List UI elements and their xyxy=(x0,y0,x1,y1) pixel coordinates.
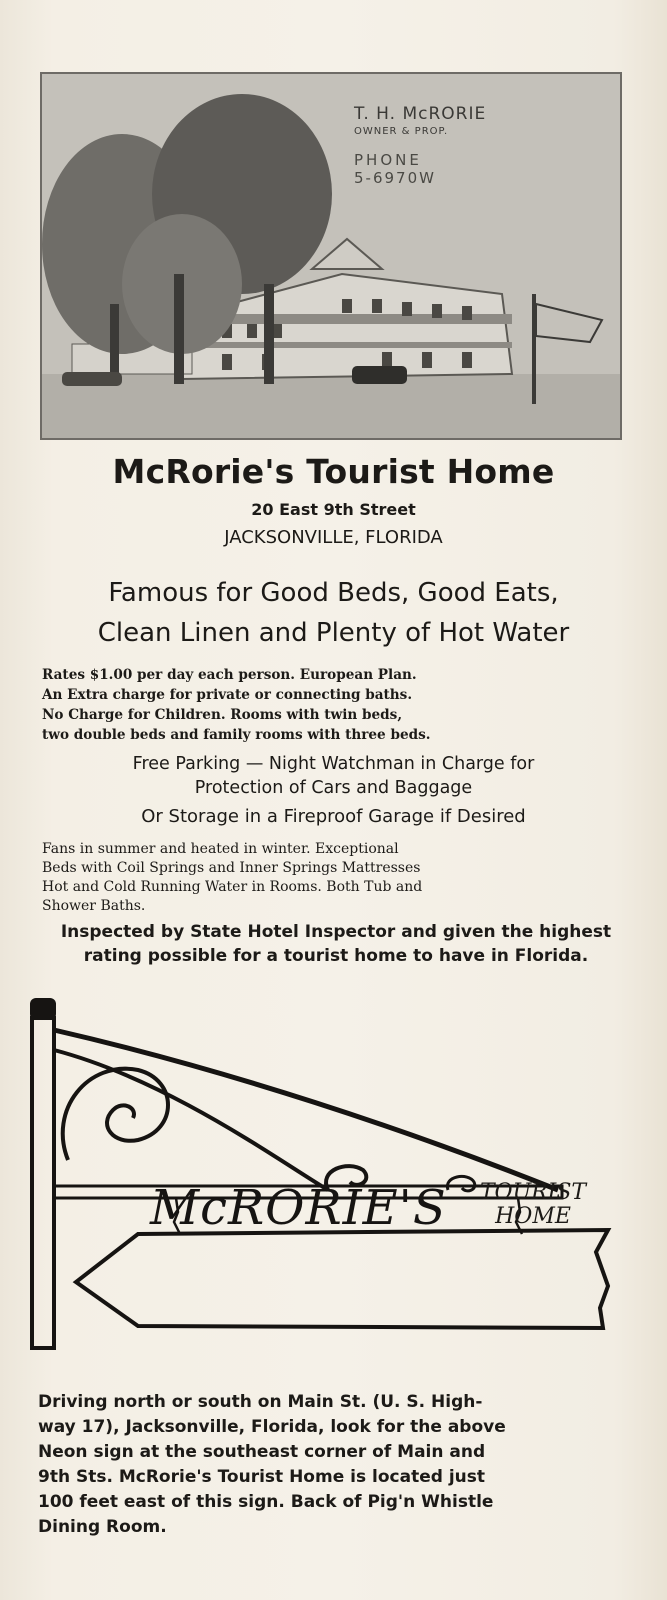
storage-line: Or Storage in a Fireproof Garage if Desired xyxy=(141,806,526,827)
page-title: McRorie's Tourist Home xyxy=(112,452,555,491)
parking-info xyxy=(0,752,667,800)
city-state: JACKSONVILLE, FLORIDA xyxy=(224,527,443,548)
rates-paragraph: Rates $1.00 per day each person. European Plan. An Extra charge for private or connecting baths. No Charge for Children. Rooms with twin beds, two double beds and family rooms with three beds. xyxy=(42,667,431,743)
amenities-paragraph: Fans in summer and heated in winter. Exceptional Beds with Coil Springs and Inner Springs Mattresses Hot and Cold Running Water in Rooms. Both Tub and Shower Baths. xyxy=(42,841,423,914)
tourist-home-photo xyxy=(40,72,622,440)
inspection-note: Inspected by State Hotel Inspector and given the highest rating possible for a tourist home to have in Florida. xyxy=(60,922,612,966)
street-address: 20 East 9th Street xyxy=(251,500,416,519)
sign-word-tourist: TOURIST xyxy=(479,1180,587,1205)
sign-word-home: HOME xyxy=(495,1204,571,1229)
phone-label: PHONE xyxy=(354,151,422,169)
owner-name: T. H. McRORIE xyxy=(354,104,487,124)
phone-number: 5-6970W xyxy=(354,169,436,187)
owner-role: OWNER & PROP. xyxy=(354,126,449,137)
neon-sign-illustration xyxy=(28,990,628,1360)
photo-caption xyxy=(354,104,614,187)
directions-paragraph: Driving north or south on Main St. (U. S. High- way 17), Jacksonville, Florida, look for the above Neon sign at the southeast corner of Main and 9th Sts. McRorie's Tourist Home is located just 100 feet east of this sign. Back of Pig'n Whistle Dining Room. xyxy=(38,1392,506,1537)
parking-line-2: Protection of Cars and Baggage xyxy=(194,778,473,798)
slogan-line-2: Clean Linen and Plenty of Hot Water xyxy=(97,618,570,648)
slogan-line-1: Famous for Good Beds, Good Eats, xyxy=(108,578,559,608)
sign-tourist-home xyxy=(468,1181,598,1229)
slogan xyxy=(0,573,667,653)
sign-name-text: McRORIE'S xyxy=(150,1180,447,1236)
parking-line-1: Free Parking — Night Watchman in Charge for xyxy=(132,754,535,774)
